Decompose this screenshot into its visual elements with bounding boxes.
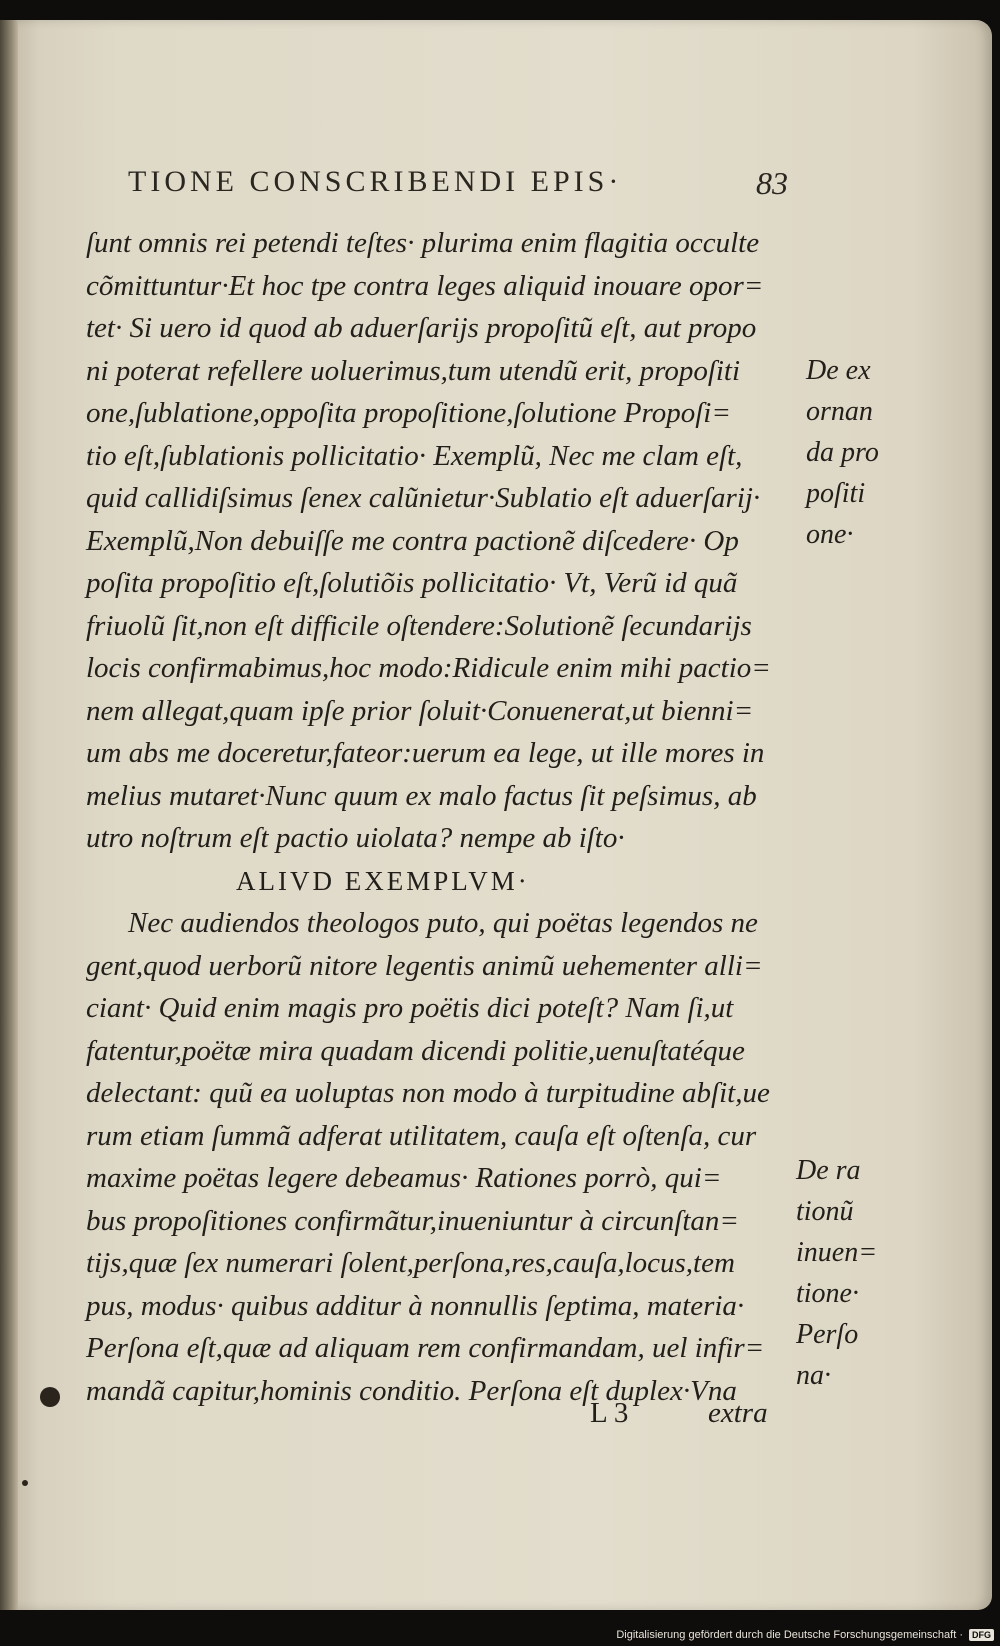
text-line: ſunt omnis rei petendi teſtes· plurima enim flagitia occulte [86, 227, 760, 259]
text-line: poſita propoſitio eſt,ſolutiõis pollicitatio· Vt, Verũ id quã [86, 567, 738, 599]
text-line: um abs me doceretur,fateor:uerum ea lege, ut ille mores in [86, 737, 765, 769]
margin-note-line: tione· [796, 1278, 859, 1309]
running-title: TIONE CONSCRIBENDI EPIS· [128, 165, 623, 198]
text-line: tijs,quæ ſex numerari ſolent,perſona,res,cauſa,locus,tem [86, 1247, 735, 1279]
text-line: ciant· Quid enim magis pro poëtis dici poteſt? Nam ſi,ut [86, 992, 734, 1024]
section-heading: ALIVD EXEMPLVM· [236, 865, 530, 896]
text-line: gent,quod uerborũ nitore legentis animũ uehementer alli= [86, 949, 763, 982]
text-line: bus propoſitiones confirmãtur,inueniuntur à circunſtan= [86, 1204, 739, 1237]
margin-note-line: ornan [806, 396, 873, 427]
margin-note-line: poſiti [806, 478, 866, 509]
signature-mark: L 3 [590, 1397, 629, 1429]
text-line: delectant: quũ ea uoluptas non modo à turpitudine abſit,ue [86, 1077, 770, 1109]
text-line: tet· Si uero id quod ab aduerſarijs propoſitũ eſt, aut propo [86, 312, 757, 344]
ink-dot [22, 1480, 28, 1486]
text-line: Exemplũ,Non debuiſſe me contra pactionẽ diſcedere· Op [86, 524, 739, 557]
text-line: mandã capitur,hominis conditio. Perſona eſt duplex·Vna [86, 1374, 737, 1407]
text-line: friuolũ ſit,non eſt difficile oſtendere:Solutionẽ ſecundarijs [86, 609, 752, 642]
text-line: ni poterat refellere uoluerimus,tum utendũ erit, propoſiti [86, 354, 741, 387]
text-line: nem allegat,quam ipſe prior ſoluit·Conuenerat,ut bienni= [86, 694, 754, 727]
text-line: quid callidiſsimus ſenex calũnietur·Sublatio eſt aduerſarij· [86, 482, 761, 514]
book-spine [0, 20, 18, 1610]
text-line: cõmittuntur·Et hoc tpe contra leges aliquid inouare opor= [86, 269, 764, 302]
text-line: fatentur,poëtæ mira quadam dicendi politie,uenuſtatéque [86, 1034, 745, 1067]
text-line: Perſona eſt,quæ ad aliquam rem confirmandam, uel infir= [86, 1332, 765, 1364]
margin-note-line: De ex [806, 355, 871, 386]
banner-text: Digitalisierung gefördert durch die Deutsche Forschungsgemeinschaft · [616, 1629, 963, 1641]
margin-note-first [806, 350, 879, 555]
margin-note-line: tionũ [796, 1196, 854, 1227]
text-line: Nec audiendos theologos puto, qui poëtas legendos ne [128, 907, 758, 939]
margin-note-line: da pro [806, 437, 879, 468]
margin-note-line: inuen= [796, 1237, 878, 1268]
margin-note-line: De ra [796, 1155, 861, 1186]
page-number: 83 [756, 165, 788, 201]
text-line: pus, modus· quibus additur à nonnullis ſeptima, materia· [86, 1289, 745, 1322]
main-text [86, 222, 806, 1412]
margin-note-line: Perſo [796, 1319, 859, 1350]
text-line: maxime poëtas legere debeamus· Rationes porrò, qui= [86, 1162, 722, 1194]
text-line: utro noſtrum eſt pactio uiolata? nempe ab iſto· [86, 822, 625, 854]
text-line: melius mutaret·Nunc quum ex malo factus ſit peſsimus, ab [86, 779, 757, 812]
text-line: one,ſublatione,oppoſita propoſitione,ſolutione Propoſi= [86, 397, 731, 429]
text-line: locis confirmabimus,hoc modo:Ridicule enim mihi pactio= [86, 652, 771, 684]
dfg-logo-icon: DFG [969, 1629, 994, 1641]
text-line: tio eſt,ſublationis pollicitatio· Exemplũ, Nec me clam eſt, [86, 439, 743, 472]
margin-note-second [796, 1150, 877, 1396]
ink-blot [40, 1387, 60, 1407]
catchword: extra [708, 1397, 768, 1429]
running-header [128, 165, 788, 202]
text-line: rum etiam ſummã adferat utilitatem, cauſa eſt oſtenſa, cur [86, 1119, 757, 1152]
margin-note-line: na· [796, 1360, 831, 1391]
digitization-banner [616, 1629, 994, 1641]
margin-note-line: one· [806, 519, 854, 550]
